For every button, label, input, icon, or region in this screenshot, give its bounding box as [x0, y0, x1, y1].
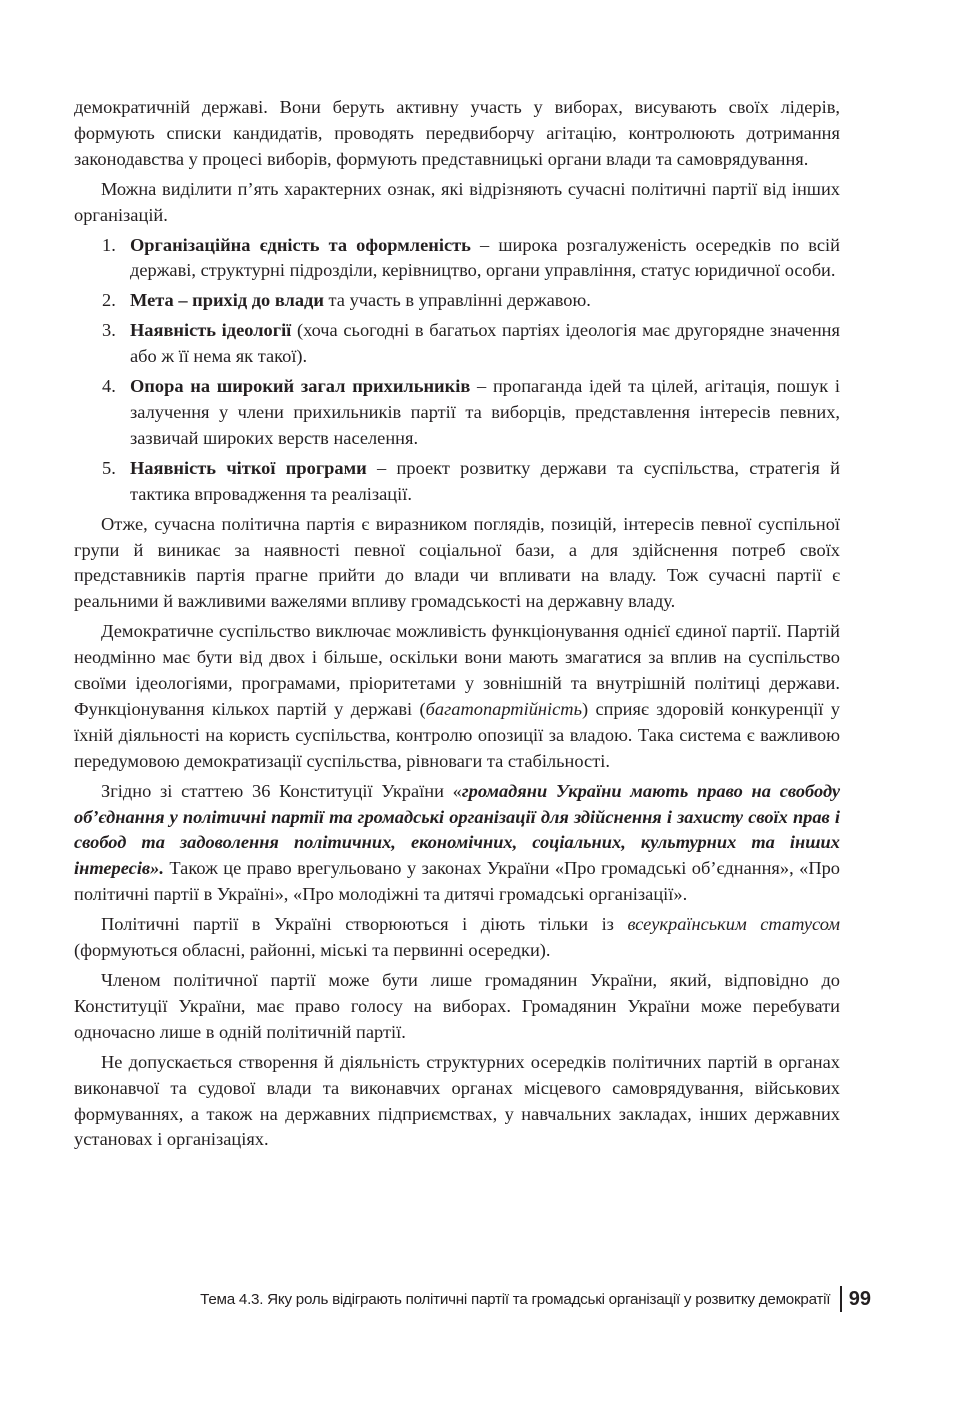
text-run: (формуються обласні, районні, міські та первинні осередки).	[74, 940, 551, 961]
footer-divider	[840, 1286, 842, 1312]
feature-term: Організаційна єдність та оформленість	[130, 234, 471, 255]
list-item	[74, 233, 840, 285]
paragraph-membership: Членом політичної партії може бути лише громадянин України, який, відповідно до Конституції України, має право голосу на виборах. Громадянин України може перебувати одночасно лише в одній політичній партії.	[74, 970, 840, 1042]
page-body	[74, 95, 840, 1153]
text-run: Також це право врегульовано у законах України «Про громадські об’єднання», «Про політичні партії в Україні», «Про молодіжні та дитячі громадські організації».	[74, 858, 840, 905]
paragraph-multiparty	[74, 619, 840, 774]
page-footer	[200, 1286, 871, 1312]
feature-description: – пропаганда ідей та цілей, агітація, пошук і залучення у члени прихильників партії та виборців, представлення інтересів певних, зазвичай широких верств населення.	[130, 376, 841, 448]
list-item	[74, 288, 840, 314]
feature-description: – широка розгалуженість осередків по всій державі, структурні підрозділи, керівництво, органи управління, статус юридичної особи.	[130, 234, 840, 281]
text-run: Демократичне суспільство виключає можливість функціонування однієї єдиної партії. Партій неодмінно має бути від двох і більше, оскільки вони мають змагатися за вплив на суспільство своїми ідеологіями, програмами, пріоритетами у зовнішній та внутрішній політиці держави. Функціонування кількох партій у державі (	[74, 621, 840, 719]
text-run: ) сприяє здоровій конкуренції у їхній діяльності на користь суспільства, контролю опозиції за владою. Така система є важливою передумовою демократизації суспільства, рівноваги та стабільності.	[74, 698, 840, 771]
list-item-number: 3.	[102, 320, 116, 341]
party-features-list	[74, 233, 840, 508]
text-run: Згідно зі статтею 36 Конституції України «	[101, 780, 462, 801]
list-item	[74, 456, 840, 508]
footer-topic-title: Тема 4.3. Яку роль відіграють політичні партії та громадські організації у розвитку демократії	[200, 1290, 831, 1308]
italic-term: всеукраїнським статусом	[627, 914, 840, 935]
paragraph-restrictions: Не допускається створення й діяльність структурних осередків політичних партій в органах виконавчої та судової влади та виконавчих органах місцевого самоврядування, військових формуваннях, а також на державних підприємствах, у навчальних закладах, інших державних установах і організаціях.	[74, 1051, 840, 1150]
feature-description: (хоча сьогодні в багатьох партіях ідеологія має другорядне значення або ж її нема як такої).	[130, 320, 840, 367]
list-item	[74, 374, 840, 452]
feature-term: Наявність ідеології	[130, 320, 292, 341]
italic-term: багатопартійність	[425, 698, 582, 719]
text-run: Політичні партії в Україні створюються і діють тільки із	[101, 914, 628, 935]
paragraph-intro-continuation: демократичній державі. Вони беруть активну участь у виборах, висувають своїх лідерів, формують списки кандидатів, проводять передвиборчу агітацію, контролюють дотримання законодавства у процесі виборів, формують представницькі органи влади та самоврядування.	[74, 97, 840, 169]
paragraph-features-intro: Можна виділити п’ять характерних ознак, які відрізняють сучасні політичні партії від інших організацій.	[74, 178, 840, 225]
paragraph-party-definition: Отже, сучасна політична партія є виразником поглядів, позицій, інтересів певної суспільної групи й виникає за наявності певної соціальної бази, а для здійснення потреб своїх представників партія прагне прийти до влади чи впливати на владу. Тож сучасні партії є реальними й важливими важелями впливу громадськості на державну владу.	[74, 513, 840, 612]
list-item-number: 2.	[102, 290, 116, 311]
list-item-number: 5.	[102, 457, 116, 478]
paragraph-constitution	[74, 779, 840, 909]
feature-description: – проект розвитку держави та суспільства, стратегія й тактика впровадження та реалізації.	[130, 457, 840, 504]
list-item-number: 4.	[102, 376, 116, 397]
feature-term: Опора на широкий загал прихильників	[130, 376, 471, 397]
constitution-quote: громадяни України мають право на свободу об’єднання у політичні партії та громадські організації для здійснення і захисту своїх прав і свобод та задоволення політичних, економічних, соціальних, культурних та інших інтересів».	[74, 780, 840, 879]
feature-term: Наявність чіткої програми	[130, 457, 367, 478]
feature-term: Мета – прихід до влади	[130, 290, 324, 311]
feature-description: та участь в управлінні державою.	[323, 290, 591, 311]
list-item	[74, 318, 840, 370]
page-number: 99	[848, 1287, 871, 1310]
paragraph-status	[74, 912, 840, 964]
list-item-number: 1.	[102, 234, 116, 255]
